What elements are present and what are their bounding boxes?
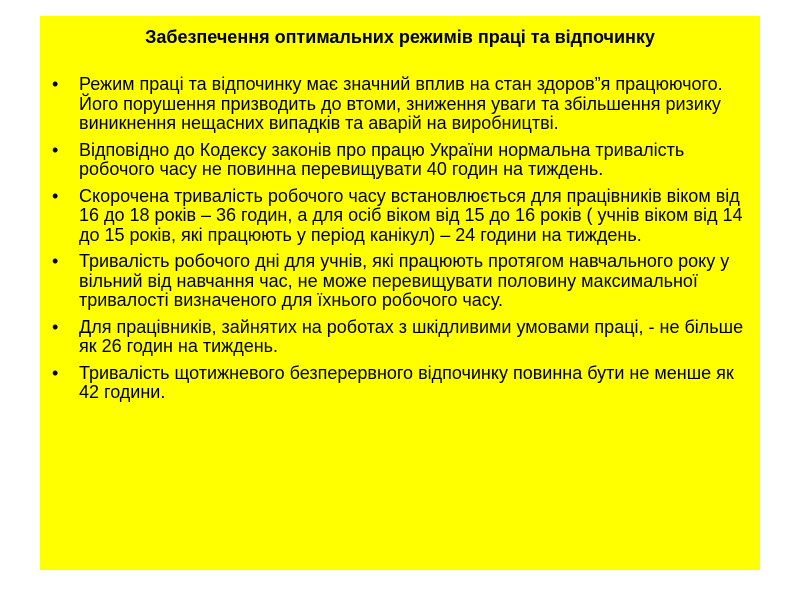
- bullet-item: [50, 75, 750, 134]
- bullet-dot-icon: •: [52, 362, 59, 383]
- bullet-text: Відповідно до Кодексу законів про працю України нормальна тривалість робочого часу не повинна перевищувати 40 годин на тиждень.: [79, 139, 685, 179]
- bullet-dot-icon: •: [52, 251, 59, 271]
- bullet-dot-icon: •: [52, 139, 59, 160]
- bullet-text: Тривалість щотижневого безперервного відпочинку повинна бути не менше як 42 години.: [79, 362, 734, 402]
- bullet-dot-icon: •: [52, 185, 59, 206]
- bullet-item: [50, 252, 750, 311]
- bullet-dot-icon: •: [52, 316, 59, 337]
- bullet-item: [50, 364, 750, 403]
- bullet-item: [50, 141, 750, 180]
- bullet-text: Для працівників, зайнятих на роботах з шкідливими умовами праці, - не більше як 26 годин на тиждень.: [79, 316, 744, 356]
- bullet-text: Режим праці та відпочинку має значний вплив на стан здоров”я працюючого. Його порушення призводить до втоми, зниження уваги та збільшення ризику виникнення нещасних випадків та аварій на виробництві.: [79, 74, 723, 133]
- slide-panel: [40, 16, 760, 570]
- bullet-text: Скорочена тривалість робочого часу встановлюється для працівників віком від 16 до 18 років – 36 годин, а для осіб віком від 15 до 16 років ( учнів віком від 14 до 15 років, які працюють у період канікул) – 24 години на тиждень.: [79, 185, 743, 245]
- bullet-list: [50, 75, 750, 403]
- bullet-dot-icon: •: [52, 74, 59, 94]
- bullet-text: Тривалість робочого дні для учнів, які працюють протягом навчального року у вільний від навчання час, не може перевищувати половину максимальної тривалості визначеного для їхнього робочого часу.: [79, 251, 730, 310]
- slide-title: Забезпечення оптимальних режимів праці та відпочинку: [145, 27, 655, 47]
- bullet-item: [50, 187, 750, 246]
- bullet-item: [50, 318, 750, 357]
